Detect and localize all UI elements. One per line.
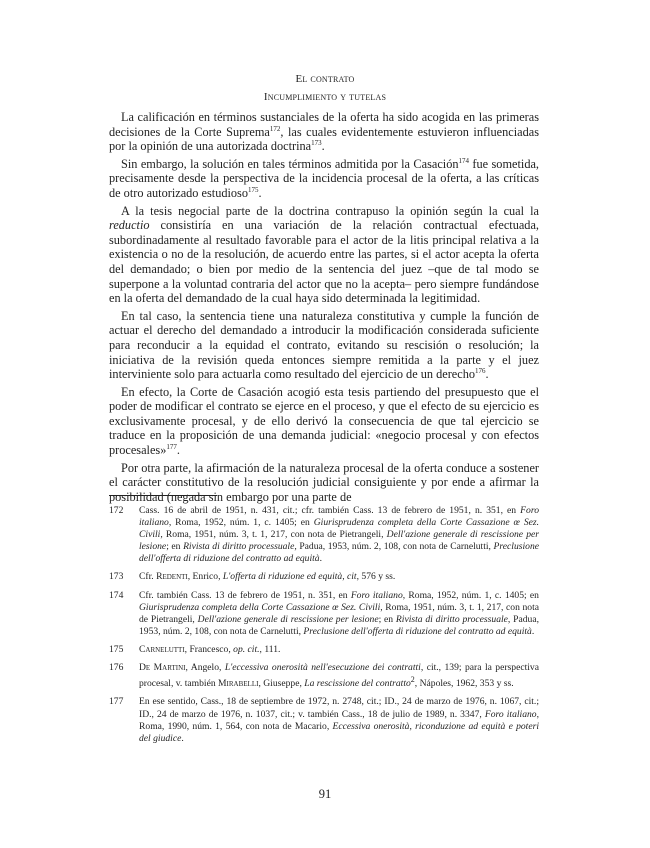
footnote-ref: 174 [458,156,469,165]
text-run: fue sometida, precisamente desde la perspectiva de la incidencia procesal de la oferta, a las críticas de otro autorizado estudioso [109,156,539,200]
text-run: , Francesco, [184,643,234,655]
footnote-ref: 177 [166,443,177,452]
text-run: ; en [378,613,396,625]
author-name: Carnelutti [139,643,185,655]
footnote-number: 173 [109,571,124,583]
paragraph [109,385,539,458]
footnote-number: 172 [109,505,124,516]
text-run: En ese sentido, Cass., 18 de septiembre de 1972, n. 2748, cit.; ID., 24 de marzo de 1976, n. 1067, cit.; ID., 24 de marzo de 1976, n. 1037, cit.; v. también Cass., 18 de julio de 1989, n. 3347, [139,696,539,720]
paragraph [109,461,539,505]
text-run: , Enrico, [187,571,223,583]
footnote-ref: 2 [410,675,415,685]
footnote-number: 175 [109,643,124,655]
footnote-number: 177 [109,696,124,708]
text-run: , 111. [259,643,281,655]
text-run: , Angelo, [185,662,225,674]
footnote [109,571,539,583]
text-run: Cfr. [139,571,157,583]
paragraph [109,309,539,382]
text-run: La calificación en términos sustanciales de la oferta ha sido acogida en las primeras decisiones de la Corte Suprema [109,110,539,139]
italic-text: reductio [109,218,150,233]
italic-text: Eccessiva onerosità, riconduzione ad equità e poteri del giudice [139,720,540,744]
footnote [109,590,539,638]
text-run: A la tesis negocial parte de la doctrina contrapuso la opinión según la cual la [121,203,539,218]
footnote-separator [109,495,217,496]
text-run: Sin embargo, la solución en tales términos admitida por la Casación [121,156,459,171]
page-number: 91 [318,787,332,801]
text-run: consistiría en una variación de la relación contractual efectuada, subordinadamente al resultado favorable para el actor de la litis principal relativa a la existencia o no de la resolución, de acuerdo entre las partes, si el actor acepta la oferta del demandado; o bien por medio de la sentencia del juez –que de tal modo se superpone a la voluntad contraria del actor que no la acepta– pero siempre fundándose en la oferta del demandado de la cual haya sido determinada la legitimidad. [109,218,539,306]
text-run: En tal caso, la sentencia tiene una naturaleza constitutiva y cumple la función de actuar el derecho del demandado a introducir la modificación considerada suficiente para reconducir a la equidad el contrato, evitando su rescisión o resolución; la iniciativa de la revisión queda entonces siempre remitida a la parte y el juez interviniente solo para actuarla como resultado del ejercicio de un derecho [109,308,539,382]
footnote-number: 176 [109,662,124,674]
italic-text: Dell'azione generale di rescissione per lesione [139,529,539,553]
italic-text: L'eccessiva onerosità nell'esecuzione dei contratti [224,662,421,674]
text-run: , Nápoles, 1962, 353 y ss. [414,678,514,690]
footnote-ref: 176 [475,367,486,376]
italic-text: op. cit. [233,643,260,655]
paragraph [109,157,539,201]
text-run: . [181,732,184,744]
italic-text: Foro italiano [139,505,539,529]
footnote-ref: 175 [248,185,259,194]
text-run: , las cuales evidentemente estuvieron influenciadas por la opinión de una autorizada doctrina [109,124,539,154]
text-run: , Roma, 1951, núm. 3, t. 1, 217, con nota de Pietrangeli, [139,601,540,625]
author-name: De Martini [139,662,186,674]
footnote-text [139,662,539,690]
italic-text: Dell'azione generale di rescissione per lesione [197,613,379,625]
footnotes [109,505,539,751]
paragraph [109,110,539,154]
author-name: Mirabelli [218,678,259,690]
footnote-text [139,590,539,638]
italic-text: Foro italiano [350,589,403,601]
text-run: , Roma, 1952, núm. 1, c. 1405; en [402,589,539,601]
text-run: ; en [166,541,184,553]
text-run: . [321,139,325,154]
text-run: , cit., 139; para la perspectiva procesal, v. también [139,662,539,690]
text-run: , Roma, 1952, núm. 1, c. 1405; en [168,517,314,529]
italic-text: Preclusione dell'offerta di riduzione del contratto ad equità [303,625,532,637]
italic-text: Giurisprudenza completa della Corte Cassazione œ Sez. Civili [139,601,381,613]
text-run: 576 y ss. [359,571,396,583]
body-text [109,110,539,507]
footnote-text [139,571,539,583]
author-name: Redenti [156,571,188,583]
text-run: . [258,185,262,200]
text-run: . [176,443,180,458]
footnote-ref: 172 [269,124,281,133]
text-run: . [485,367,489,382]
italic-text: Rivista di diritto processuale [183,541,295,553]
running-header-subtitle: Incumplimiento y tutelas [263,91,387,103]
text-run: . [531,625,535,637]
paragraph [109,204,539,306]
text-run: Cass. 16 de abril de 1951, n. 431, cit.; cfr. también Cass. 13 de febrero de 1951, n. 351, en [139,505,521,516]
footnote [109,662,539,690]
text-run: En efecto, la Corte de Casación acogió esta tesis partiendo del presupuesto que el poder de modificar el contrato se ejerce en el proceso, y que el efecto de su ejercicio es exclusivamente procesal, y de ello derivó la consecuencia de que tal ejercicio se traduce en la proposición de una demanda judicial: «negocio procesal y con efectos procesales» [109,384,539,458]
italic-text: La rescissione del contratto [304,678,411,690]
text-run: . [319,553,322,565]
footnote [109,696,539,744]
text-run: , Giuseppe, [258,678,305,690]
footnote [109,644,539,656]
italic-text: Rivista di diritto processuale [395,613,508,625]
italic-text: Giurisprudenza completa della Corte Cassazione œ Sez. Civili [139,517,540,541]
footnote-text [139,505,539,565]
italic-text: L'offerta di riduzione ed equità, cit, [222,571,359,583]
text-run: Cfr. también Cass. 13 de febrero de 1951, n. 351, en [139,589,351,601]
footnote [109,505,539,565]
text-run: , Padua, 1953, núm. 2, 108, con nota de Carnelutti, [294,541,494,553]
footnote-text [139,644,539,656]
footnote-number: 174 [109,589,124,601]
running-header-title: El contrato [295,73,355,85]
text-run: Por otra parte, la afirmación de la naturaleza procesal de la oferta conduce a sostener el carácter constitutivo de la resolución judicial consiguiente y por ende a afirmar la posibilidad (negada sin embargo por una parte de [109,460,539,504]
italic-text: Foro italiano [484,708,537,720]
text-run: , Roma, 1990, núm. 1, 564, con nota de Macario, [139,708,539,732]
italic-text: Preclusione dell'offerta di riduzione del contratto ad equità [139,541,539,565]
footnote-text [139,696,539,744]
text-run: , Padua, 1953, núm. 2, 108, con nota de Carnelutti, [139,613,539,637]
footnote-ref: 173 [311,139,322,148]
text-run: , Roma, 1951, núm. 3, t. 1, 217, con nota de Pietrangeli, [160,529,387,541]
